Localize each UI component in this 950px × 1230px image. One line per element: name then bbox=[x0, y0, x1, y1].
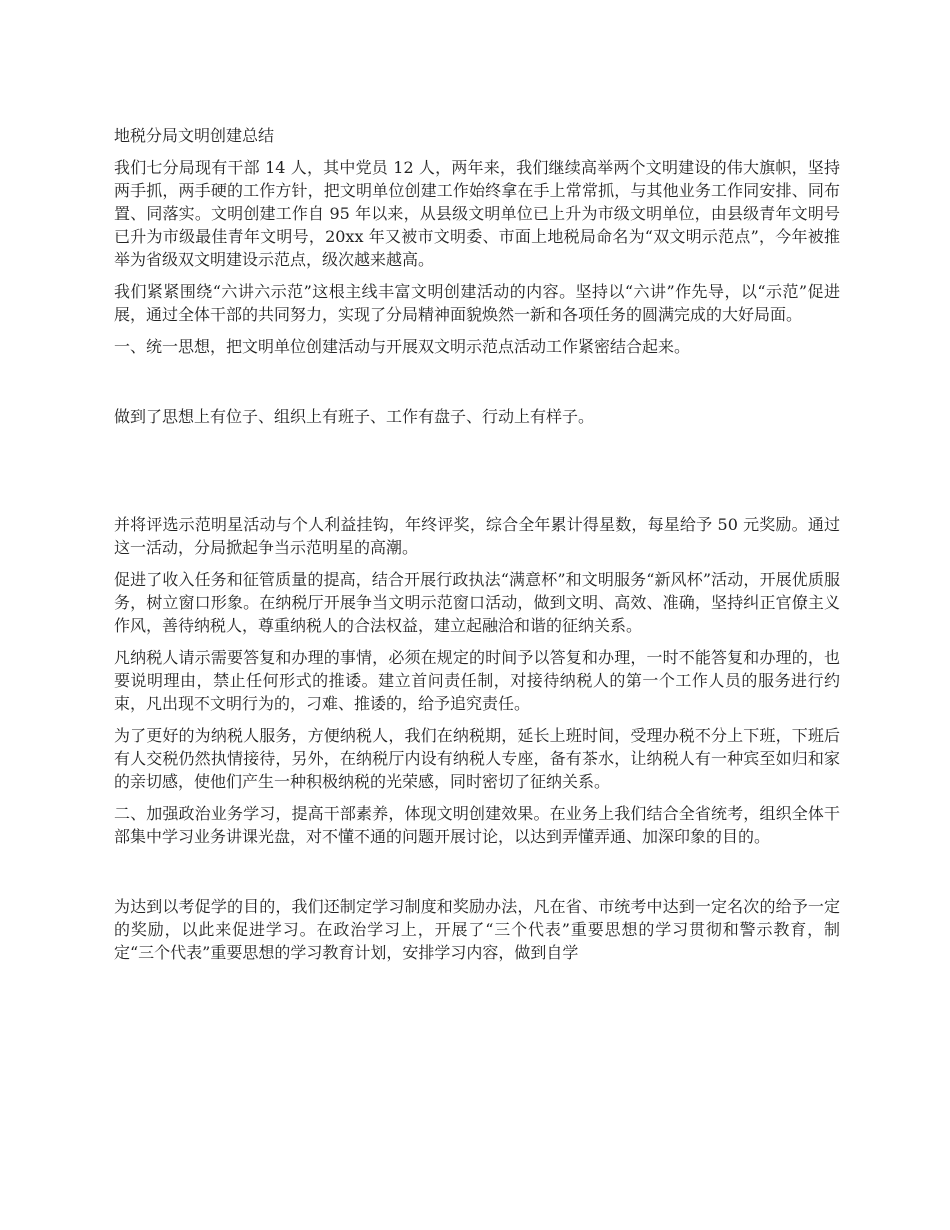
paragraph-overview: 我们七分局现有干部 14 人，其中党员 12 人，两年来，我们继续高举两个文明建设的伟大旗帜，坚持两手抓，两手硬的工作方针，把文明单位创建工作始终拿在手上常常抓，与其他业务工作同安排、同布置、同落实。文明创建工作自 95 年以来，从县级文明单位已上升为市级文明单位，由县级青年文明号已升为市级最佳青年文明号，20xx 年又被市文明委、市面上地税局命名为“双文明示范点”，今年被推举为省级双文明建设示范点，级次越来越高。 bbox=[114, 158, 840, 269]
document-title: 地税分局文明创建总结 bbox=[114, 126, 275, 145]
paragraph-star-award: 并将评选示范明星活动与个人利益挂钩，年终评奖，综合全年累计得星数，每星给予 50 元奖励。通过这一活动，分局掀起争当示范明星的高潮。 bbox=[114, 515, 840, 557]
paragraph-service-quality: 促进了收入任务和征管质量的提高，结合开展行政执法“满意杯”和文明服务“新风杯”活动，开展优质服务，树立窗口形象。在纳税厅开展争当文明示范窗口活动，做到文明、高效、准确，坚持纠正官僚主义作风，善待纳税人，尊重纳税人的合法权益，建立起融洽和谐的征纳关系。 bbox=[114, 570, 840, 635]
paragraph-first-responsibility: 凡纳税人请示需要答复和办理的事情，必须在规定的时间予以答复和办理，一时不能答复和办理的，也要说明理由，禁止任何形式的推诿。建立首问责任制，对接待纳税人的第一个工作人员的服务进行约束，凡出现不文明行为的，刁难、推诿的，给予追究责任。 bbox=[114, 648, 840, 713]
paragraph-taxpayer-service: 为了更好的为纳税人服务，方便纳税人，我们在纳税期，延长上班时间，受理办税不分上下班，下班后有人交税仍然执情接待，另外，在纳税厅内设有纳税人专座，备有茶水，让纳税人有一种宾至如归和家的亲切感，使他们产生一种积极纳税的光荣感，同时密切了征纳关系。 bbox=[114, 726, 840, 791]
paragraph-four-haves: 做到了思想上有位子、组织上有班子、工作有盘子、行动上有样子。 bbox=[114, 407, 595, 426]
paragraph-study-incentives: 为达到以考促学的目的，我们还制定学习制度和奖励办法，凡在省、市统考中达到一定名次的给予一定的奖励，以此来促进学习。在政治学习上，开展了“三个代表”重要思想的学习贯彻和警示教育，制定“三个代表”重要思想的学习教育计划，安排学习内容，做到自学 bbox=[114, 897, 840, 962]
section-heading-two: 二、加强政治业务学习，提高干部素养，体现文明创建效果。在业务上我们结合全省统考，组织全体干部集中学习业务讲课光盘，对不懂不通的问题开展讨论，以达到弄懂弄通、加深印象的目的。 bbox=[114, 804, 840, 846]
document-page bbox=[114, 124, 840, 964]
paragraph-six-lectures: 我们紧紧围绕“六讲六示范”这根主线丰富文明创建活动的内容。坚持以“六讲”作先导，以“示范”促进展，通过全体干部的共同努力，实现了分局精神面貌焕然一新和各项任务的圆满完成的大好局面。 bbox=[114, 282, 840, 324]
section-heading-one: 一、统一思想，把文明单位创建活动与开展双文明示范点活动工作紧密结合起来。 bbox=[114, 337, 691, 356]
